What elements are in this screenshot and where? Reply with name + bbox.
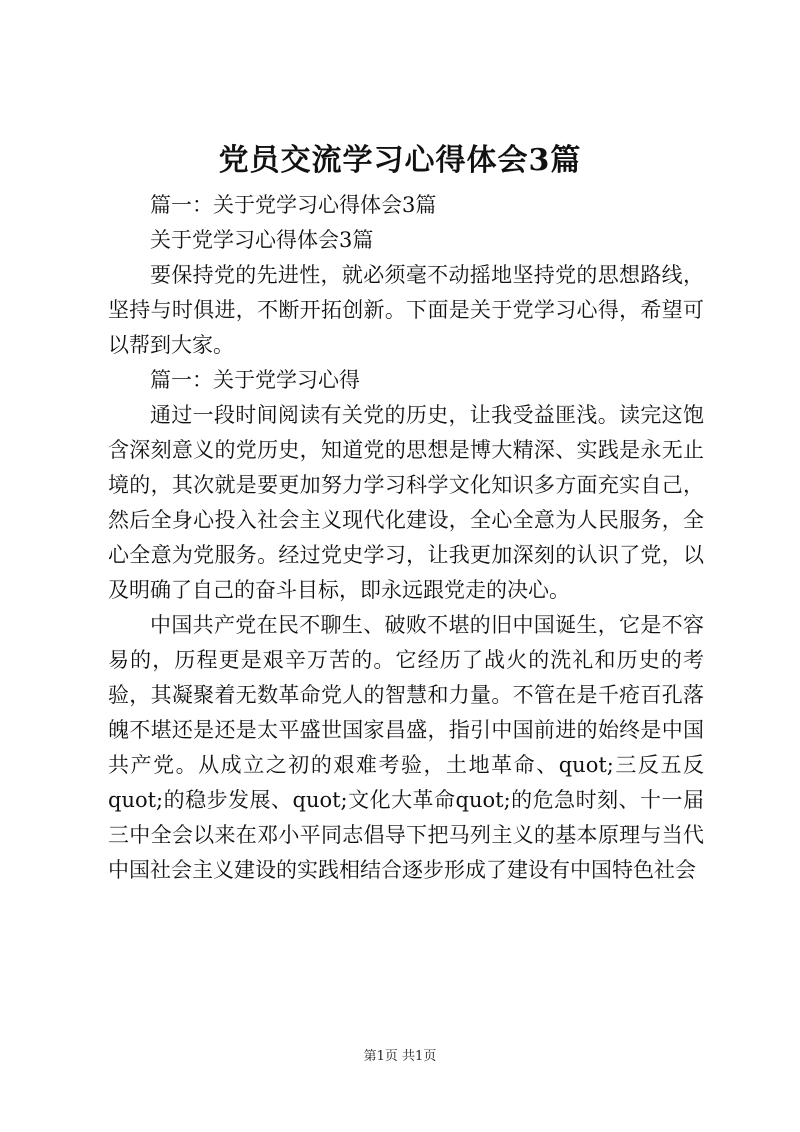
body-paragraph: 中国共产党在民不聊生、破败不堪的旧中国诞生，它是不容易的，历程更是艰辛万苦的。它经历了战火的洗礼和历史的考验，其凝聚着无数革命党人的智慧和力量。不管在是千疮百孔落魄不堪还是还是太平盛世国家昌盛，指引中国前进的始终是中国共产党。从成立之初的艰难考验，土地革命、quot;三反五反quot;的稳步发展、quot;文化大革命quot;的危急时刻、十一届三中全会以来在邓小平同志倡导下把马列主义的基本原理与当代中国社会主义建设的实践相结合逐步形成了建设有中国特色社会 [108, 613, 704, 882]
subsection-heading: 关于党学习心得体会3篇 [150, 228, 374, 252]
page-footer: 第1页 共1页 [363, 1049, 437, 1064]
document-body [108, 188, 704, 888]
section-heading: 篇一：关于党学习心得 [150, 368, 360, 392]
page-title: 党员交流学习心得体会3篇 [218, 143, 582, 178]
body-paragraph: 通过一段时间阅读有关党的历史，让我受益匪浅。读完这饱含深刻意义的党历史，知道党的思想是博大精深、实践是永无止境的，其次就是要更加努力学习科学文化知识多方面充实自己，然后全身心投入社会主义现代化建设，全心全意为人民服务，全心全意为党服务。经过党史学习，让我更加深刻的认识了党，以及明确了自己的奋斗目标，即永远跟党走的决心。 [108, 403, 704, 602]
intro-paragraph: 要保持党的先进性，就必须毫不动摇地坚持党的思想路线，坚持与时俱进，不断开拓创新。下面是关于党学习心得，希望可以帮到大家。 [108, 263, 704, 357]
section-heading: 篇一：关于党学习心得体会3篇 [150, 193, 437, 217]
